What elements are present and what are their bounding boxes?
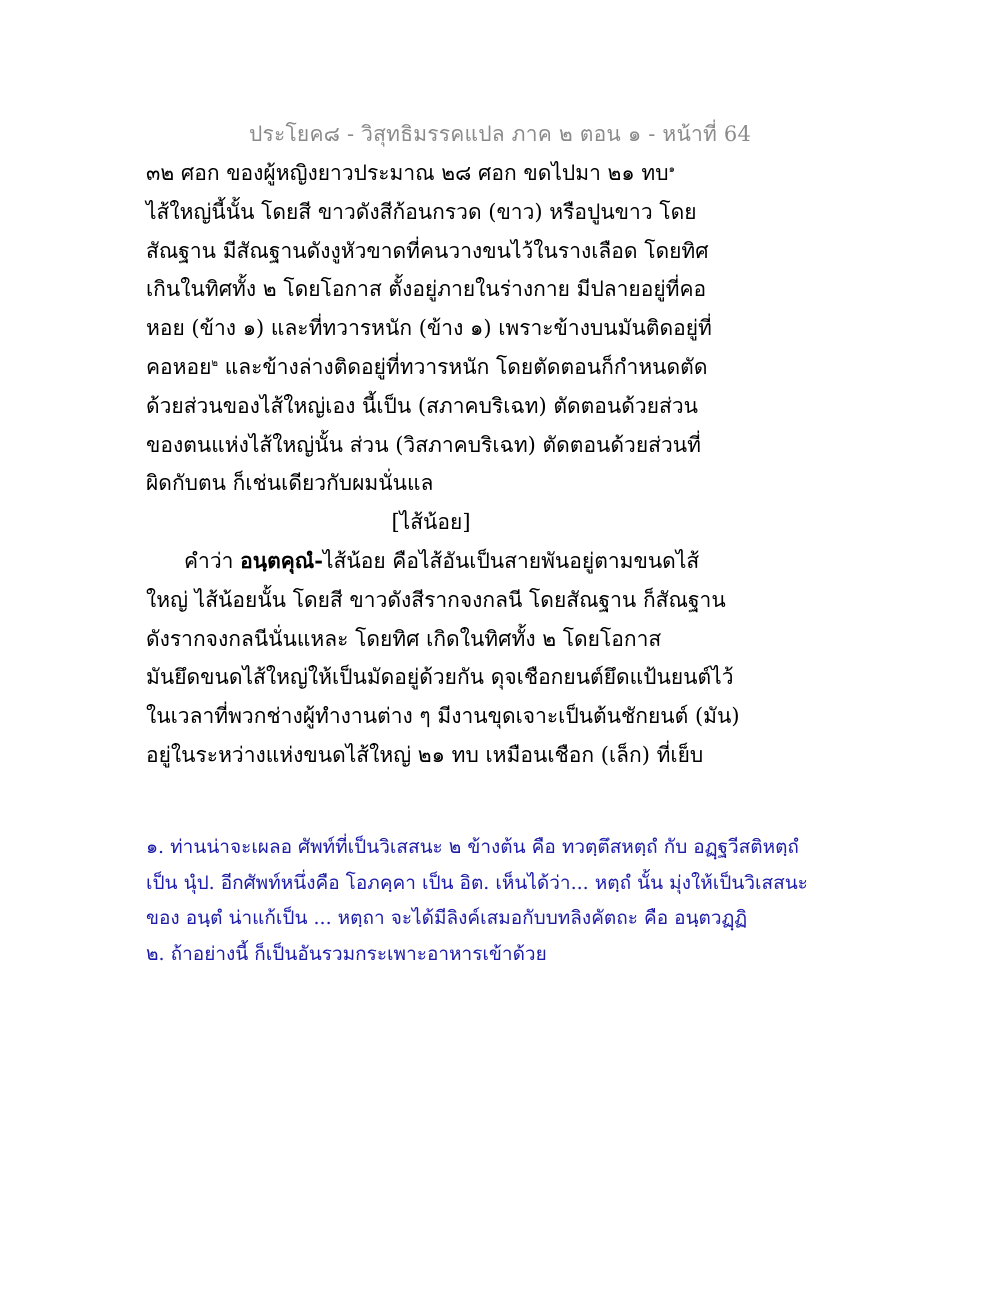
- footnote-line: ของ อนฺตํ น่าแก้เป็น ... หตฺถา จะได้มีลิงค์เสมอกับบทลิงคัตถะ คือ อนฺตวฏฺฏิ: [146, 907, 748, 929]
- section-heading: [ไส้น้อย]: [391, 510, 471, 535]
- text-span: คอหอย: [146, 354, 212, 379]
- text-line: ในเวลาที่พวกช่างผู้ทำงานต่าง ๆ มีงานขุดเจาะเป็นต้นชักยนต์ (มัน): [146, 704, 740, 729]
- text-span: ๓๒ ศอก ของผู้หญิงยาวประมาณ ๒๘ ศอก ขดไปมา ๒๑ ทบ: [146, 161, 669, 185]
- footnotes: [146, 830, 806, 972]
- text-line: [146, 348, 746, 387]
- footnote-line: ๑. ท่านน่าจะเผลอ ศัพท์ที่เป็นวิเสสนะ ๒ ข้างต้น คือ ทวตฺตึสหตฺถํ กับ อฏฺฐวีสติหตฺถํ: [146, 836, 799, 858]
- pali-term: อนฺตคุณํ-: [240, 547, 323, 573]
- text-line: หอย (ข้าง ๑) และที่ทวารหนัก (ข้าง ๑) เพราะข้างบนมันติดอยู่ที่: [146, 316, 712, 341]
- text-line: เกินในทิศทั้ง ๒ โดยโอกาส ตั้งอยู่ภายในร่างกาย มีปลายอยู่ที่คอ: [146, 277, 707, 302]
- text-line: ผิดกับตน ก็เช่นเดียวกับผมนั่นแล: [146, 471, 434, 496]
- footnote-marker: ๑: [668, 164, 675, 175]
- main-text: [146, 154, 746, 775]
- text-line: ไส้ใหญ่นี้นั้น โดยสี ขาวดังสีก้อนกรวด (ขาว) หรือปูนขาว โดย: [146, 199, 697, 224]
- footnote-line: เป็น นุํป. อีกศัพท์หนึ่งคือ โอภคฺคา เป็น อิต. เห็นได้ว่า... หตฺถํ นั้น มุ่งให้เป็นวิเสสนะ: [146, 871, 808, 894]
- text-line: [146, 154, 746, 193]
- text-line: ดังรากจงกลนีนั่นแหละ โดยทิศ เกิดในทิศทั้ง ๒ โดยโอกาส: [146, 626, 662, 651]
- page-header: ประโยค๘ - วิสุทธิมรรคแปล ภาค ๒ ตอน ๑ - หน้าที่ 64: [248, 122, 752, 146]
- text-line: สัณฐาน มีสัณฐานดังงูหัวขาดที่คนวางขนไว้ในรางเลือด โดยทิศ: [146, 238, 709, 263]
- text-line: อยู่ในระหว่างแห่งขนดไส้ใหญ่ ๒๑ ทบ เหมือนเชือก (เล็ก) ที่เย็บ: [146, 742, 704, 767]
- text-span: คำว่า: [184, 548, 241, 573]
- footnote-line: ๒. ถ้าอย่างนี้ ก็เป็นอันรวมกระเพาะอาหารเข้าด้วย: [146, 942, 547, 965]
- text-line: [146, 542, 746, 581]
- text-line: ใหญ่ ไส้น้อยนั้น โดยสี ขาวดังสีรากจงกลนี โดยสัณฐาน ก็สัณฐาน: [146, 587, 726, 612]
- text-line: มันยึดขนดไส้ใหญ่ให้เป็นมัดอยู่ด้วยกัน ดุจเชือกยนต์ยึดแป้นยนต์ไว้: [146, 665, 734, 690]
- footnote-marker: ๒: [211, 357, 219, 369]
- text-span: ไส้น้อย คือไส้อันเป็นสายพันอยู่ตามขนดไส้: [322, 548, 700, 573]
- text-span: และข้างล่างติดอยู่ที่ทวารหนัก โดยตัดตอนก็กำหนดตัด: [218, 354, 708, 379]
- text-line: ของตนแห่งไส้ใหญ่นั้น ส่วน (วิสภาคบริเฉท) ตัดตอนด้วยส่วนที่: [146, 432, 701, 457]
- text-line: ด้วยส่วนของไส้ใหญ่เอง นี้เป็น (สภาคบริเฉท) ตัดตอนด้วยส่วน: [146, 393, 698, 418]
